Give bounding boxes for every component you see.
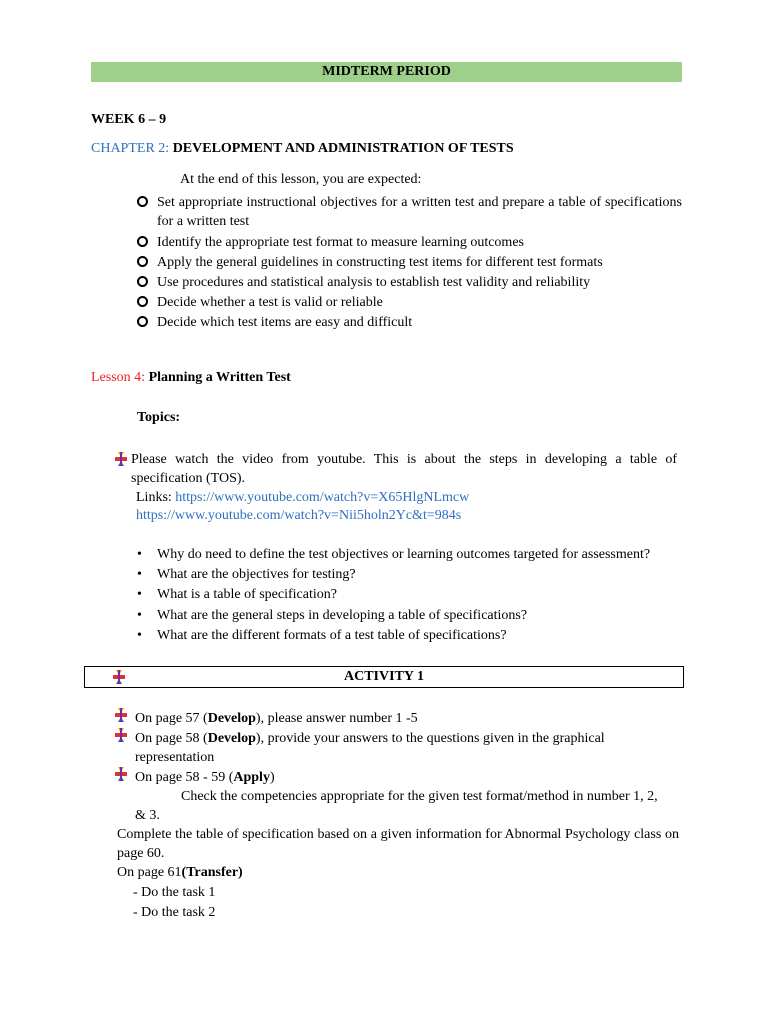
chapter-heading [91,141,514,157]
transfer-line: On page 61(Transfer) [117,865,243,880]
complete-table-text: Complete the table of specification based on a given information for Abnormal Psychology class on page 60. [117,827,679,861]
week-heading: WEEK 6 – 9 [91,112,167,127]
links-line: Links: https://www.youtube.com/watch?v=X65HlgNLmcw [136,490,470,505]
activity-header-box [84,666,684,688]
arrow-bullet-icon [115,767,127,781]
chapter-title: DEVELOPMENT AND ADMINISTRATION OF TESTS [169,141,514,156]
objective-item: Decide whether a test is valid or reliable [137,293,682,312]
activity-item-2: On page 58 (Develop), provide your answers to the questions given in the graphical representation [135,731,605,765]
lesson-title: Planning a Written Test [145,370,291,385]
arrow-bullet-icon [115,728,127,742]
question-item: • What is a table of specification? [137,587,337,602]
arrow-bullet-icon [115,708,127,722]
objective-item: Decide which test items are easy and difficult [137,313,682,332]
arrow-bullet-icon [115,452,127,466]
task-2: - Do the task 2 [133,905,216,920]
question-item: • What are the objectives for testing? [137,567,356,582]
objective-item: Set appropriate instructional objectives for a written test and prepare a table of specifications for a written test [137,193,682,231]
circle-bullet-icon [137,296,148,307]
activity-item-3: On page 58 - 59 (Apply) [135,770,275,785]
objectives-intro: At the end of this lesson, you are expected: [180,172,422,187]
circle-bullet-icon [137,256,148,267]
topics-label: Topics: [137,410,181,425]
lesson-label: Lesson 4: [91,370,146,385]
video-instructions: Please watch the video from youtube. This is about the steps in developing a table of specification (TOS). [131,452,677,486]
circle-bullet-icon [137,316,148,327]
midterm-banner: MIDTERM PERIOD [91,62,682,82]
youtube-link-1[interactable]: https://www.youtube.com/watch?v=X65HlgNLmcw [175,490,470,505]
circle-bullet-icon [137,196,148,207]
objective-item: Use procedures and statistical analysis to establish test validity and reliability [137,273,682,292]
question-item: • What are the different formats of a test table of specifications? [137,628,507,643]
task-1: - Do the task 1 [133,885,216,900]
objective-item: Apply the general guidelines in constructing test items for different test formats [137,253,682,272]
check-competencies-text: Check the competencies appropriate for the given test format/method in number 1, 2, & 3. [135,789,658,823]
chapter-label: CHAPTER 2: [91,141,170,156]
question-item: • What are the general steps in developing a table of specifications? [137,608,528,623]
activity-item-1: On page 57 (Develop), please answer number 1 -5 [135,711,418,726]
circle-bullet-icon [137,236,148,247]
activity-title: ACTIVITY 1 [344,669,424,684]
youtube-link-2[interactable]: https://www.youtube.com/watch?v=Nii5holn2Yc&t=984s [136,508,462,523]
lesson-heading [91,370,291,386]
objective-item: Identify the appropriate test format to measure learning outcomes [137,233,682,252]
question-item: • Why do need to define the test objectives or learning outcomes targeted for assessment? [137,547,651,562]
circle-bullet-icon [137,276,148,287]
